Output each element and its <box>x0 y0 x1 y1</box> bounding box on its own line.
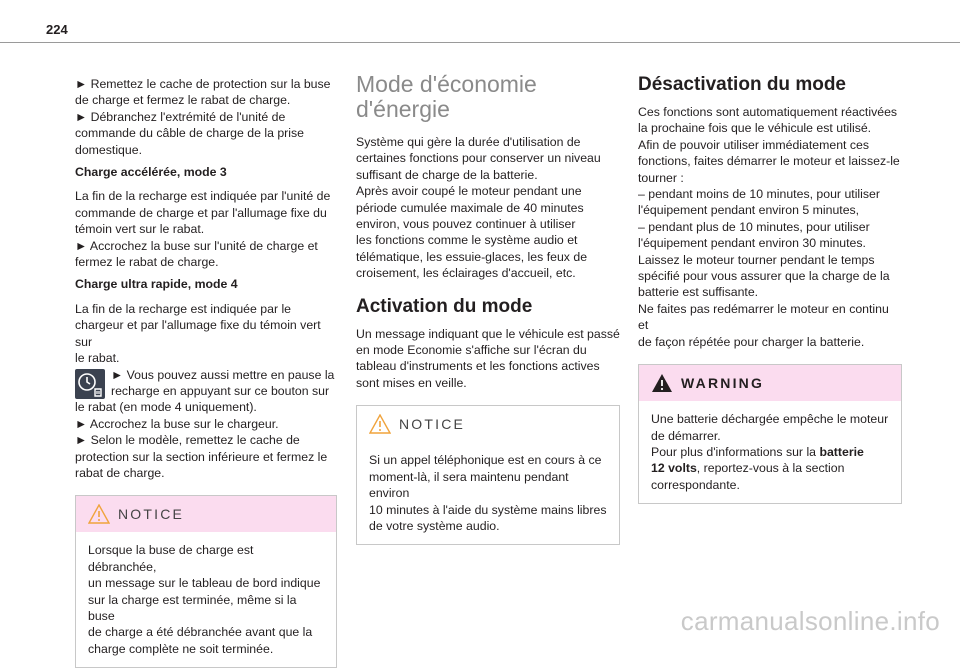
text-line: batterie est suffisante. <box>638 285 759 300</box>
text-line: recharge en appuyant sur ce bouton sur <box>111 383 330 398</box>
text-line: de charge et fermez le rabat de charge. <box>75 93 291 108</box>
mode3-heading: Charge accélérée, mode 3 <box>75 165 227 180</box>
text-line: ► Débranchez l'extrémité de l'unité de <box>75 109 286 124</box>
text-line: ► Accrochez la buse sur l'unité de charge et <box>75 238 318 253</box>
text-line: commande du câble de charge de la prise <box>75 126 304 141</box>
text-line: les fonctions comme le système audio et <box>356 233 578 248</box>
text-line: charge complète ne soit terminée. <box>88 641 274 656</box>
text-line: de démarrer. <box>651 428 721 443</box>
warning-body <box>639 401 901 503</box>
column-1 <box>75 76 337 668</box>
text-span: Pour plus d'informations sur la <box>651 444 817 459</box>
text-line <box>651 460 889 476</box>
warning-header <box>639 365 901 401</box>
warning-triangle-icon <box>88 504 110 524</box>
notice-box <box>75 495 337 668</box>
notice-body <box>357 442 619 544</box>
text-line: rabat de charge. <box>75 465 165 480</box>
pause-charge-row <box>75 367 337 400</box>
text-line: Un message indiquant que le véhicule est passé <box>356 326 620 341</box>
bold-12-volts: 12 volts <box>651 461 697 476</box>
text-line: le rabat. <box>75 351 120 366</box>
text-line: sur la charge est terminée, même si la buse <box>88 592 297 623</box>
text-line: l'équipement pendant environ 5 minutes, <box>638 203 860 218</box>
text-line: sont mises en veille. <box>356 375 467 390</box>
energy-saving-paragraph <box>356 134 620 282</box>
warning-title: WARNING <box>681 374 765 391</box>
text-line: de votre système audio. <box>369 518 500 533</box>
page-number: 224 <box>46 22 68 37</box>
title-line: Mode d'économie <box>356 71 537 97</box>
text-line: environ, vous pouvez continuer à utiliser <box>356 217 576 232</box>
text-line: en mode Economie s'affiche sur l'écran du <box>356 343 587 358</box>
text-line: période cumulée maximale de 40 minutes <box>356 200 584 215</box>
section-title-energy-saving <box>356 72 620 122</box>
warning-triangle-icon <box>369 414 391 434</box>
title-line: d'énergie <box>356 96 450 122</box>
text-line: Laissez le moteur tourner pendant le temps <box>638 252 875 267</box>
warning-box <box>638 364 902 504</box>
deactivation-paragraph <box>638 104 902 350</box>
text-line: suffisant de charge de la batterie. <box>356 167 538 182</box>
text-line: un message sur le tableau de bord indique <box>88 576 321 591</box>
text-line: croisement, les éclairages d'accueil, etc. <box>356 266 576 281</box>
text-line <box>651 444 889 460</box>
text-line: ► Accrochez la buse sur le chargeur. <box>75 416 279 431</box>
header-rule <box>0 42 960 43</box>
text-line: ► Vous pouvez aussi mettre en pause la <box>111 367 335 382</box>
text-line: chargeur et par l'allumage fixe du témoin vert sur <box>75 318 321 349</box>
text-line: de charge a été débranchée avant que la <box>88 625 313 640</box>
text-line: La fin de la recharge est indiquée par l'unité de <box>75 189 331 204</box>
text-line: 10 minutes à l'aide du système mains libres <box>369 502 607 517</box>
activation-paragraph <box>356 326 620 392</box>
text-line: Si un appel téléphonique est en cours à ce <box>369 453 602 468</box>
text-line: Afin de pouvoir utiliser immédiatement ces <box>638 137 870 152</box>
section-title-activation: Activation du mode <box>356 295 533 317</box>
text-line: la prochaine fois que le véhicule est utilisé. <box>638 121 872 136</box>
text-line: de façon répétée pour charger la batterie. <box>638 334 865 349</box>
text-line: Une batterie déchargée empêche le moteur <box>651 412 889 427</box>
text-line: certaines fonctions pour conserver un niveau <box>356 151 601 166</box>
text-line: ► Selon le modèle, remettez le cache de <box>75 433 300 448</box>
section-title-deactivation: Désactivation du mode <box>638 74 846 95</box>
bold-battery: batterie <box>819 444 864 459</box>
text-line: télématique, les essuie-glaces, les feux de <box>356 249 588 264</box>
watermark: carmanualsonline.info <box>680 606 940 636</box>
notice-box <box>356 405 620 545</box>
text-line: – pendant plus de 10 minutes, pour utiliser <box>638 219 870 234</box>
text-line: correspondante. <box>651 477 740 492</box>
notice-body <box>76 532 336 667</box>
text-line: La fin de la recharge est indiquée par le <box>75 301 292 316</box>
mode4-paragraph <box>75 301 337 367</box>
text-line: témoin vert sur le rabat. <box>75 222 205 237</box>
text-line: le rabat (en mode 4 uniquement). <box>75 400 257 415</box>
charge-pause-button-icon <box>75 369 105 399</box>
intro-paragraph <box>75 76 337 158</box>
text-line: moment-là, il sera maintenu pendant environ <box>369 469 569 501</box>
text-line: domestique. <box>75 142 142 157</box>
notice-header <box>357 406 619 442</box>
text-line: protection sur la section inférieure et fermez le <box>75 449 328 464</box>
text-line: tableau d'instruments et les fonctions actives <box>356 359 600 374</box>
text-span: , reportez-vous à la section <box>696 461 845 476</box>
mode4-after-paragraph <box>75 399 337 481</box>
text-line: fonctions, faites démarrer le moteur et laissez-le <box>638 154 900 169</box>
text-line: Ne faites pas redémarrer le moteur en continu et <box>638 301 889 333</box>
mode4-heading: Charge ultra rapide, mode 4 <box>75 277 238 292</box>
notice-title: NOTICE <box>118 506 185 523</box>
mode3-paragraph <box>75 188 337 270</box>
text-line: Lorsque la buse de charge est débranchée, <box>88 543 254 574</box>
column-3 <box>638 76 902 504</box>
text-line: Ces fonctions sont automatiquement réactivées <box>638 105 898 119</box>
text-line: tourner : <box>638 170 684 185</box>
notice-title: NOTICE <box>399 416 466 433</box>
text-line: – pendant moins de 10 minutes, pour utiliser <box>638 187 880 202</box>
text-line: commande de charge et par l'allumage fixe du <box>75 205 327 220</box>
text-line: Système qui gère la durée d'utilisation de <box>356 135 581 149</box>
notice-header <box>76 496 336 532</box>
warning-triangle-icon <box>651 373 673 393</box>
column-2 <box>356 71 620 545</box>
text-line: Après avoir coupé le moteur pendant une <box>356 184 582 199</box>
text-line: ► Remettez le cache de protection sur la buse <box>75 77 331 91</box>
text-line: l'équipement pendant environ 30 minutes. <box>638 236 866 251</box>
text-line: spécifié pour vous assurer que la charge de la <box>638 269 890 284</box>
text-line: fermez le rabat de charge. <box>75 255 219 270</box>
